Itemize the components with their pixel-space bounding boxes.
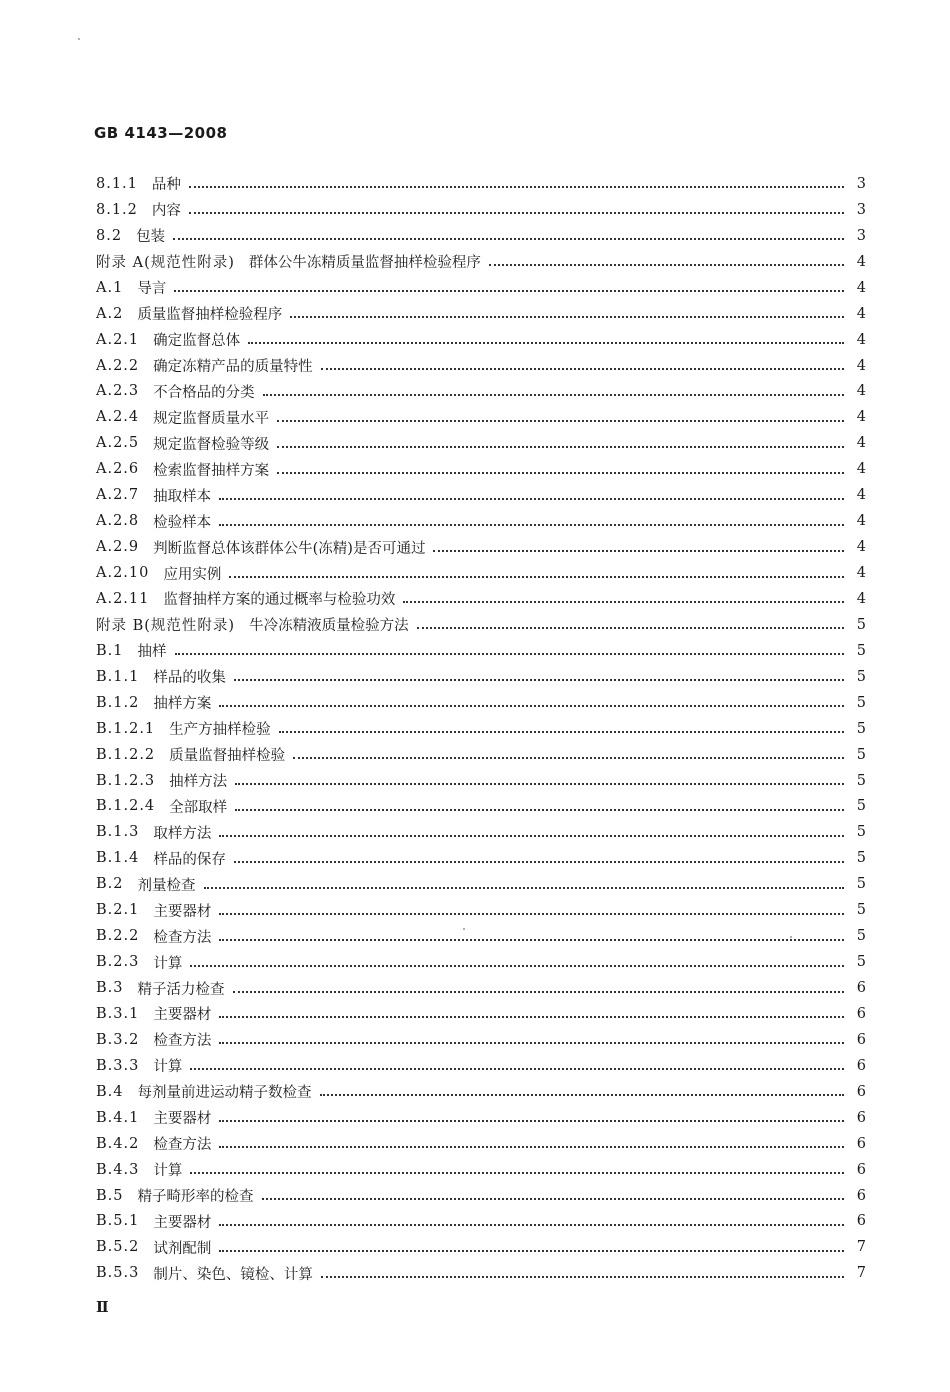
toc-leader-dots [433,549,844,552]
toc-entry-number: A.2.3 [96,383,140,400]
toc-entry-number: A.2.8 [96,513,140,530]
toc-leader-dots [219,912,844,915]
toc-entry-page: 5 [856,876,866,893]
toc-entry-number: B.5.2 [96,1239,140,1256]
toc-leader-dots [174,289,844,292]
toc-entry[interactable] [96,560,866,586]
toc-entry[interactable] [96,353,866,379]
toc-entry-title: 抽样方案 [153,696,212,713]
toc-leader-dots [219,938,844,941]
toc-leader-dots [277,419,844,422]
toc-entry-title: 质量监督抽样检验 [169,748,286,765]
toc-leader-dots [219,1015,844,1018]
toc-entry[interactable] [96,586,866,612]
table-of-contents [96,171,866,1286]
toc-entry-page: 7 [856,1265,866,1282]
toc-entry-title: 计算 [153,1059,183,1076]
toc-leader-dots [279,730,844,733]
toc-entry-title: 试剂配制 [153,1240,212,1257]
toc-entry-page: 5 [856,746,866,763]
toc-entry-title: 生产方抽样检验 [169,722,271,739]
toc-entry-page: 4 [856,253,866,270]
toc-leader-dots [175,652,845,655]
toc-leader-dots [189,185,844,188]
scan-speck [790,936,792,938]
toc-entry-number: B.3.3 [96,1057,140,1074]
toc-entry-page: 4 [856,279,866,296]
toc-entry-page: 5 [856,772,866,789]
toc-leader-dots [234,678,844,681]
toc-entry[interactable] [96,275,866,301]
toc-entry[interactable] [96,1234,866,1260]
toc-entry-page: 4 [856,539,866,556]
toc-leader-dots [321,1275,844,1278]
toc-entry-number: B.3 [96,980,124,997]
toc-leader-dots [219,523,844,526]
toc-entry-title: 质量监督抽样检验程序 [137,307,283,324]
toc-entry-title: 监督抽样方案的通过概率与检验功效 [163,592,396,609]
toc-entry[interactable] [96,871,866,897]
toc-entry[interactable] [96,379,866,405]
toc-entry[interactable] [96,171,866,197]
toc-entry[interactable] [96,768,866,794]
toc-entry-page: 3 [856,201,866,218]
toc-entry-number: B.4.3 [96,1161,140,1178]
toc-entry[interactable] [96,482,866,508]
toc-entry-page: 6 [856,1005,866,1022]
toc-entry-number: B.2 [96,876,124,893]
toc-entry-page: 5 [856,928,866,945]
toc-entry-number: B.1 [96,642,124,659]
scan-speck [463,928,465,930]
toc-entry-page: 6 [856,1213,866,1230]
toc-entry[interactable] [96,690,866,716]
toc-leader-dots [190,1171,844,1174]
toc-entry-page: 5 [856,720,866,737]
toc-entry-page: 4 [856,513,866,530]
toc-entry-page: 5 [856,798,866,815]
toc-entry-title: 群体公牛冻精质量监督抽样检验程序 [248,255,481,272]
toc-entry-page: 5 [856,850,866,867]
toc-leader-dots [263,393,844,396]
toc-entry-title: 检索监督抽样方案 [153,462,270,479]
toc-entry[interactable] [96,508,866,534]
toc-entry-page: 4 [856,409,866,426]
toc-entry-number: A.2.5 [96,435,140,452]
toc-entry-title: 每剂量前进运动精子数检查 [137,1085,312,1102]
toc-leader-dots [219,1249,844,1252]
toc-entry[interactable] [96,1105,866,1131]
toc-entry[interactable] [96,975,866,1001]
toc-entry-page: 4 [856,357,866,374]
toc-entry-page: 4 [856,565,866,582]
toc-entry[interactable] [96,1001,866,1027]
toc-entry-title: 检查方法 [153,1033,212,1050]
toc-entry-title: 制片、染色、镜检、计算 [153,1266,313,1283]
toc-entry[interactable] [96,534,866,560]
toc-entry-title: 全部取样 [169,799,228,816]
toc-entry-number: B.1.2.3 [96,772,156,789]
toc-entry-number: A.2.10 [96,565,150,582]
toc-entry[interactable] [96,1131,866,1157]
toc-entry[interactable] [96,923,866,949]
toc-entry-page: 5 [856,902,866,919]
toc-leader-dots [219,1041,844,1044]
toc-leader-dots [190,1067,844,1070]
toc-leader-dots [321,367,844,370]
toc-entry-page: 5 [856,668,866,685]
toc-entry-number: B.3.1 [96,1005,140,1022]
toc-entry-page: 4 [856,461,866,478]
toc-entry[interactable] [96,223,866,249]
toc-entry-title: 应用实例 [163,566,222,583]
toc-entry-number: 附录 B(规范性附录) [96,618,236,635]
toc-leader-dots [189,211,844,214]
toc-entry-number: A.2.4 [96,409,140,426]
toc-entry-title: 包装 [136,229,166,246]
toc-leader-dots [229,575,844,578]
toc-entry-page: 5 [856,616,866,633]
toc-entry-title: 样品的保存 [153,851,226,868]
toc-entry-page: 6 [856,1135,866,1152]
toc-entry[interactable] [96,456,866,482]
toc-entry-number: A.1 [96,279,124,296]
toc-entry-number: B.1.2.2 [96,746,156,763]
toc-entry-title: 取样方法 [153,825,212,842]
toc-entry-title: 抽样 [137,644,167,661]
toc-entry-title: 主要器材 [153,1007,212,1024]
toc-leader-dots [233,990,845,993]
toc-entry-page: 6 [856,1187,866,1204]
toc-entry-number: B.1.2.4 [96,798,156,815]
toc-entry-number: B.5.1 [96,1213,140,1230]
toc-entry[interactable] [96,742,866,768]
toc-entry-title: 精子活力检查 [137,981,225,998]
toc-entry-number: B.4.1 [96,1109,140,1126]
toc-entry-number: A.2.7 [96,487,140,504]
toc-entry-number: A.2.9 [96,539,140,556]
toc-entry-number: B.1.2.1 [96,720,156,737]
toc-entry[interactable] [96,1183,866,1209]
toc-leader-dots [403,600,844,603]
toc-entry-page: 4 [856,305,866,322]
toc-leader-dots [248,341,844,344]
toc-entry[interactable] [96,301,866,327]
toc-entry[interactable] [96,612,866,638]
toc-entry[interactable] [96,327,866,353]
toc-entry[interactable] [96,1209,866,1235]
toc-entry[interactable] [96,1079,866,1105]
document-code: GB 4143—2008 [94,124,228,142]
toc-leader-dots [219,497,844,500]
toc-entry-page: 6 [856,1057,866,1074]
toc-leader-dots [277,445,844,448]
toc-entry-number: A.2.2 [96,357,140,374]
toc-entry-page: 6 [856,1083,866,1100]
toc-entry-title: 品种 [151,177,181,194]
toc-entry-title: 剂量检查 [137,877,196,894]
toc-leader-dots [235,808,844,811]
toc-entry-title: 检验样本 [153,514,212,531]
toc-entry[interactable] [96,1157,866,1183]
toc-entry-title: 检查方法 [153,929,212,946]
toc-entry-title: 样品的收集 [153,670,226,687]
toc-entry-page: 5 [856,824,866,841]
toc-entry-page: 5 [856,694,866,711]
toc-entry-title: 主要器材 [153,903,212,920]
toc-leader-dots [234,860,844,863]
toc-entry-title: 确定冻精产品的质量特性 [153,359,313,376]
toc-entry-title: 导言 [137,281,167,298]
toc-entry[interactable] [96,794,866,820]
toc-entry-number: A.2.6 [96,461,140,478]
toc-entry[interactable] [96,897,866,923]
toc-leader-dots [262,1197,845,1200]
toc-leader-dots [489,263,844,266]
toc-entry-title: 规定监督检验等级 [153,436,270,453]
toc-leader-dots [219,1119,844,1122]
toc-entry-page: 4 [856,487,866,504]
toc-entry-page: 6 [856,980,866,997]
toc-entry-page: 4 [856,435,866,452]
toc-leader-dots [235,782,844,785]
toc-entry-title: 判断监督总体该群体公牛(冻精)是否可通过 [153,540,426,557]
toc-entry-number: A.2.1 [96,331,140,348]
page-number-roman: Ⅱ [96,1298,109,1316]
toc-leader-dots [219,704,844,707]
toc-entry-page: 4 [856,590,866,607]
toc-entry-title: 内容 [151,203,181,220]
toc-entry-title: 检查方法 [153,1137,212,1154]
scan-speck [78,38,80,40]
toc-entry-title: 计算 [153,1163,183,1180]
toc-entry-page: 6 [856,1109,866,1126]
toc-entry-number: B.1.2 [96,694,140,711]
toc-leader-dots [417,626,844,629]
toc-entry-title: 确定监督总体 [153,333,241,350]
toc-entry-number: B.1.3 [96,824,140,841]
toc-entry-number: A.2.11 [96,590,150,607]
toc-leader-dots [204,886,845,889]
toc-entry[interactable] [96,638,866,664]
toc-entry-title: 牛冷冻精液质量检验方法 [249,618,409,635]
toc-entry[interactable] [96,1053,866,1079]
toc-entry[interactable] [96,404,866,430]
toc-entry-number: B.2.1 [96,902,140,919]
toc-entry-number: 8.2 [96,227,123,244]
toc-entry-page: 3 [856,175,866,192]
toc-leader-dots [173,237,844,240]
toc-entry[interactable] [96,1260,866,1286]
toc-entry-title: 主要器材 [153,1214,212,1231]
toc-leader-dots [219,1145,844,1148]
toc-entry[interactable] [96,845,866,871]
toc-entry-number: B.4 [96,1083,124,1100]
toc-entry-number: 8.1.2 [96,201,138,218]
toc-entry-number: B.1.1 [96,668,140,685]
toc-entry-number: A.2 [96,305,124,322]
toc-entry-page: 6 [856,1031,866,1048]
toc-entry-number: B.5.3 [96,1265,140,1282]
toc-entry-page: 3 [856,227,866,244]
toc-entry[interactable] [96,819,866,845]
toc-entry[interactable] [96,249,866,275]
toc-entry-title: 抽取样本 [153,488,212,505]
toc-entry-number: B.3.2 [96,1031,140,1048]
toc-entry-title: 规定监督质量水平 [153,410,270,427]
toc-leader-dots [190,964,844,967]
toc-entry[interactable] [96,716,866,742]
toc-entry-page: 4 [856,331,866,348]
toc-leader-dots [219,834,844,837]
toc-entry-number: 附录 A(规范性附录) [96,255,235,272]
toc-leader-dots [293,756,844,759]
toc-entry[interactable] [96,430,866,456]
toc-entry-page: 6 [856,1161,866,1178]
toc-entry-page: 7 [856,1239,866,1256]
toc-entry-page: 4 [856,383,866,400]
toc-entry-title: 计算 [153,955,183,972]
toc-entry-number: B.5 [96,1187,124,1204]
toc-entry-title: 不合格品的分类 [153,384,255,401]
toc-entry-number: B.4.2 [96,1135,140,1152]
toc-entry-number: B.1.4 [96,850,140,867]
toc-entry-number: 8.1.1 [96,175,138,192]
toc-entry[interactable] [96,949,866,975]
toc-entry-title: 主要器材 [153,1111,212,1128]
toc-entry-number: B.2.2 [96,928,140,945]
toc-leader-dots [219,1223,844,1226]
toc-entry[interactable] [96,1027,866,1053]
toc-entry[interactable] [96,664,866,690]
toc-entry-title: 抽样方法 [169,774,228,791]
toc-leader-dots [277,471,844,474]
toc-entry-title: 精子畸形率的检查 [137,1189,254,1206]
toc-entry-number: B.2.3 [96,954,140,971]
toc-leader-dots [290,315,844,318]
toc-entry-page: 5 [856,642,866,659]
toc-leader-dots [320,1093,845,1096]
toc-entry-page: 5 [856,954,866,971]
toc-entry[interactable] [96,197,866,223]
